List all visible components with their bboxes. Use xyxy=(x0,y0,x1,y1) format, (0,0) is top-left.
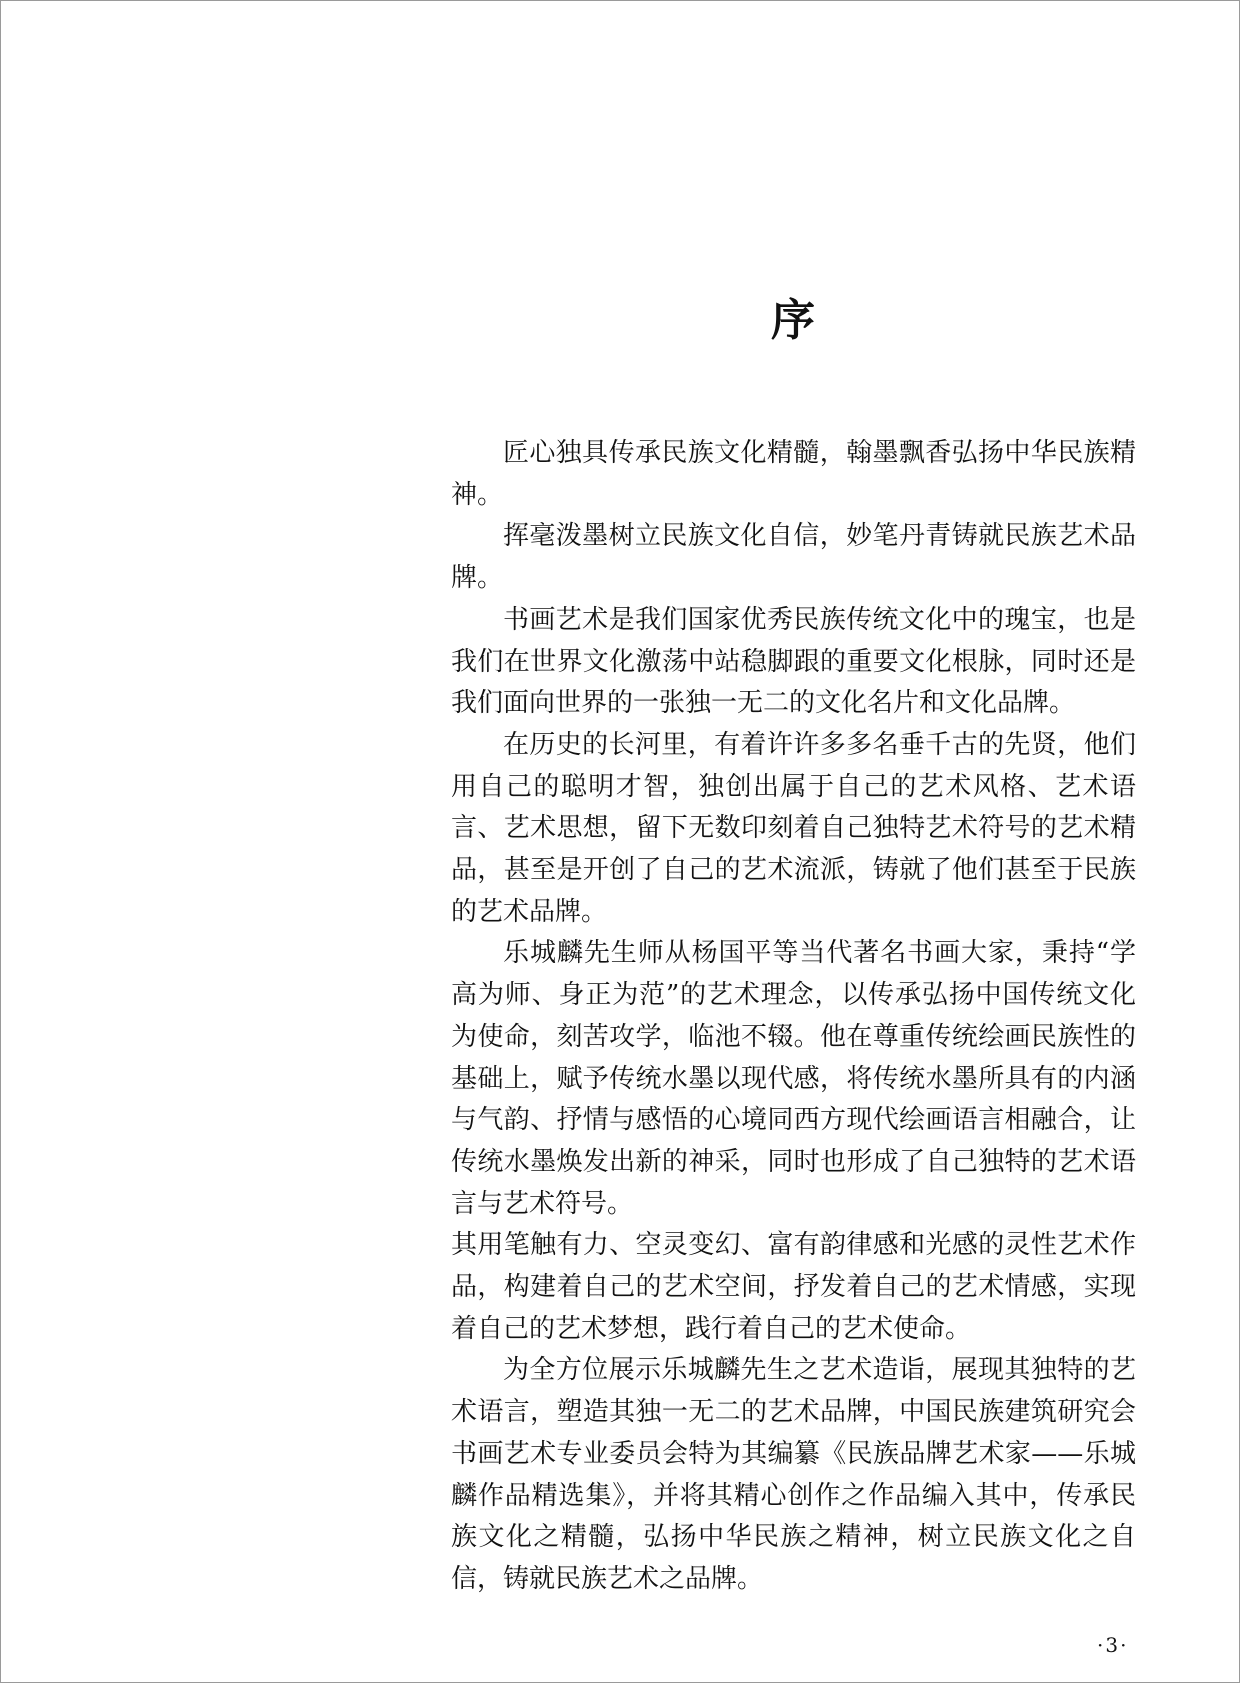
page-number: ·3· xyxy=(1097,1633,1129,1657)
page-title: 序 xyxy=(771,295,815,346)
paragraph-2: 挥毫泼墨树立民族文化自信，妙笔丹青铸就民族艺术品牌。 xyxy=(451,521,1136,594)
paragraph-1: 匠心独具传承民族文化精髓，翰墨飘香弘扬中华民族精神。 xyxy=(451,438,1136,510)
paragraph-5: 乐城麟先生师从杨国平等当代著名书画大家，秉持“学高为师、身正为范”的艺术理念，以传承弘扬中国传统文化为使命，刻苦攻学，临池不辍。他在尊重传统绘画民族性的基础上，赋予传统水墨以现代感，将传统水墨所具有的内涵与气韵、抒情与感悟的心境同西方现代绘画语言相融合，让传统水墨焕发出新的神采，同时也形成了自己独特的艺术语言与艺术符号。 xyxy=(451,938,1136,1219)
paragraph-7: 为全方位展示乐城麟先生之艺术造诣，展现其独特的艺术语言，塑造其独一无二的艺术品牌，中国民族建筑研究会书画艺术专业委员会特为其编纂《民族品牌艺术家——乐城麟作品精选集》，并将其精心创作之作品编入其中，传承民族文化之精髓，弘扬中华民族之精神，树立民族文化之自信，铸就民族艺术之品牌。 xyxy=(451,1355,1136,1594)
paragraph-6: 其用笔触有力、空灵变幻、富有韵律感和光感的灵性艺术作品，构建着自己的艺术空间，抒发着自己的艺术情感，实现着自己的艺术梦想，践行着自己的艺术使命。 xyxy=(451,1230,1136,1344)
preface-body xyxy=(451,433,1136,1601)
paragraph-4: 在历史的长河里，有着许许多多名垂千古的先贤，他们用自己的聪明才智，独创出属于自己的艺术风格、艺术语言、艺术思想，留下无数印刻着自己独特艺术符号的艺术精品，甚至是开创了自己的艺术流派，铸就了他们甚至于民族的艺术品牌。 xyxy=(451,729,1136,927)
paragraph-3: 书画艺术是我们国家优秀民族传统文化中的瑰宝，也是我们在世界文化激荡中站稳脚跟的重要文化根脉，同时还是我们面向世界的一张独一无二的文化名片和文化品牌。 xyxy=(451,604,1136,719)
